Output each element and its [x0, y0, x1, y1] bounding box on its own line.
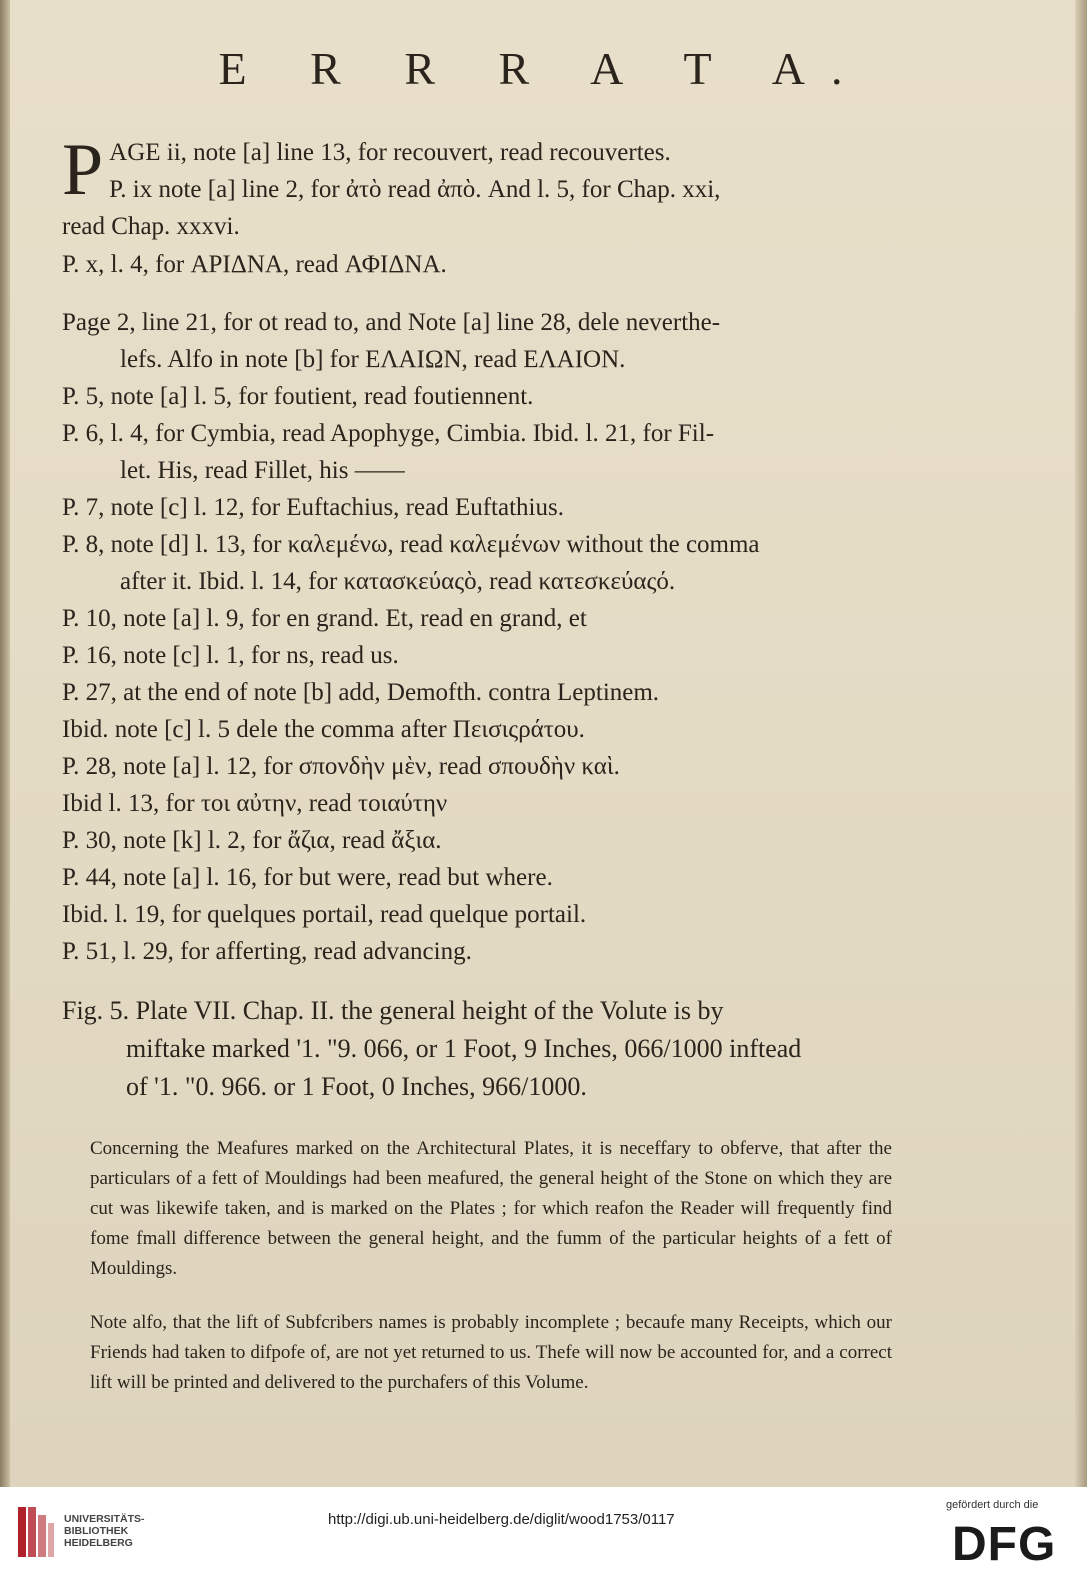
figure-erratum-line: of '1. "0. 966. or 1 Foot, 0 Inches, 966/1000.: [126, 1072, 587, 1101]
erratum-entry: [62, 378, 892, 415]
erratum-line: let. His, read Fillet, his ——: [120, 457, 405, 484]
sponsor-label: gefördert durch die: [946, 1499, 1039, 1511]
erratum-entry: [62, 748, 892, 785]
erratum-entry: [62, 933, 892, 970]
erratum-entry: [62, 304, 892, 378]
page-title: E R R R A T A.: [218, 43, 869, 94]
erratum-entry: [62, 600, 892, 637]
figure-erratum-line: Fig. 5. Plate VII. Chap. II. the general height of the Volute is by: [62, 996, 724, 1025]
erratum-line: lefs. Alfo in note [b] for ΕΛΑΙΩΝ, read ΕΛΑΙΟΝ.: [120, 346, 626, 373]
erratum-entry: [62, 415, 892, 489]
erratum-line: P. 5, note [a] l. 5, for foutient, read foutiennent.: [62, 383, 534, 410]
library-name-line: HEIDELBERG: [64, 1537, 133, 1549]
erratum-line: P. 44, note [a] l. 16, for but were, read but where.: [62, 864, 553, 891]
page-edge-left: [0, 0, 10, 1487]
erratum-entry: [62, 637, 892, 674]
subscribers-note: Note alfo, that the lift of Subfcribers names is probably incomplete ; becaufe many Receipts, which our Friends had taken to difpofe of, are not yet returned to us. Thefe will now be accounted for, and a correct lift will be printed and delivered to the purchafers of this Volume.: [90, 1312, 892, 1393]
viewer-footer: [0, 1487, 1087, 1587]
erratum-line: P. 7, note [c] l. 12, for Euftachius, read Euftathius.: [62, 494, 564, 521]
erratum-entry: [62, 711, 892, 748]
erratum-line: P. 30, note [k] l. 2, for ἄζια, read ἄξια.: [62, 827, 442, 854]
erratum-line: P. x, l. 4, for ΑΡΙΔΝΑ, read ΑΦΙΔΝΑ.: [62, 251, 447, 278]
erratum-entry: [62, 785, 892, 822]
erratum-line: read Chap. xxxvi.: [62, 213, 240, 240]
erratum-line: Ibid l. 13, for τοι αὐτην, read τοιαύτην: [62, 790, 448, 817]
erratum-line: Ibid. l. 19, for quelques portail, read quelque portail.: [62, 901, 587, 928]
erratum-line: P. 51, l. 29, for afferting, read advancing.: [62, 938, 472, 965]
erratum-line: after it. Ibid. l. 14, for κατασκεύαςὸ, read κατεσκεύαςό.: [120, 568, 676, 595]
measures-note: Concerning the Meafures marked on the Architectural Plates, it is neceffary to obferve, that after the particulars of a fett of Mouldings had been meafured, the general height of the Stone on which they are cut was likewife taken, and is marked on the Plates ; for which reafon the Reader will frequently find fome fmall difference between the general height, and the fumm of the particular heights of a fett of Mouldings.: [90, 1138, 892, 1279]
library-name: [64, 1513, 145, 1549]
erratum-entry: [62, 674, 892, 711]
erratum-entry: [62, 246, 892, 283]
erratum-entry: [62, 129, 892, 245]
erratum-line: P. 8, note [d] l. 13, for καλεμένω, read καλεμένων without the comma: [62, 531, 760, 558]
figure-erratum: [62, 992, 892, 1106]
erratum-line: P. 6, l. 4, for Cymbia, read Apophyge, Cimbia. Ibid. l. 21, for Fil-: [62, 420, 715, 447]
erratum-line: P. 27, at the end of note [b] add, Demofth. contra Leptinem.: [62, 679, 660, 706]
erratum-entry: [62, 822, 892, 859]
erratum-entry: [62, 526, 892, 600]
library-name-line: BIBLIOTHEK: [64, 1525, 129, 1537]
figure-erratum-line: miftake marked '1. "9. 066, or 1 Foot, 9 Inches, 066/1000 inftead: [126, 1034, 802, 1063]
permalink-url[interactable]: http://digi.ub.uni-heidelberg.de/diglit/wood1753/0117: [328, 1511, 675, 1528]
page-edge-right: [1075, 0, 1087, 1487]
erratum-line: P. ix note [a] line 2, for ἀτὸ read ἀπὸ. And l. 5, for Chap. xxi,: [109, 176, 721, 203]
library-name-line: UNIVERSITÄTS-: [64, 1513, 145, 1525]
erratum-line: Page 2, line 21, for ot read to, and Note [a] line 28, dele neverthe-: [62, 309, 721, 336]
erratum-entry: [62, 489, 892, 526]
erratum-line: Ibid. note [c] l. 5 dele the comma after Πεισιςράτου.: [62, 716, 585, 743]
university-library-logo-icon: [14, 1501, 58, 1563]
dfg-logo: DFG: [952, 1518, 1057, 1571]
erratum-entry: [62, 859, 892, 896]
erratum-line: P. 16, note [c] l. 1, for ns, read us.: [62, 642, 399, 669]
erratum-entry: [62, 896, 892, 933]
erratum-line: P. 10, note [a] l. 9, for en grand. Et, read en grand, et: [62, 605, 587, 632]
drop-cap: P: [62, 129, 104, 211]
erratum-line: AGE ii, note [a] line 13, for recouvert, read recouvertes.: [109, 139, 671, 166]
erratum-line: P. 28, note [a] l. 12, for σπονδὴν μὲν, read σπουδὴν καὶ.: [62, 753, 620, 780]
